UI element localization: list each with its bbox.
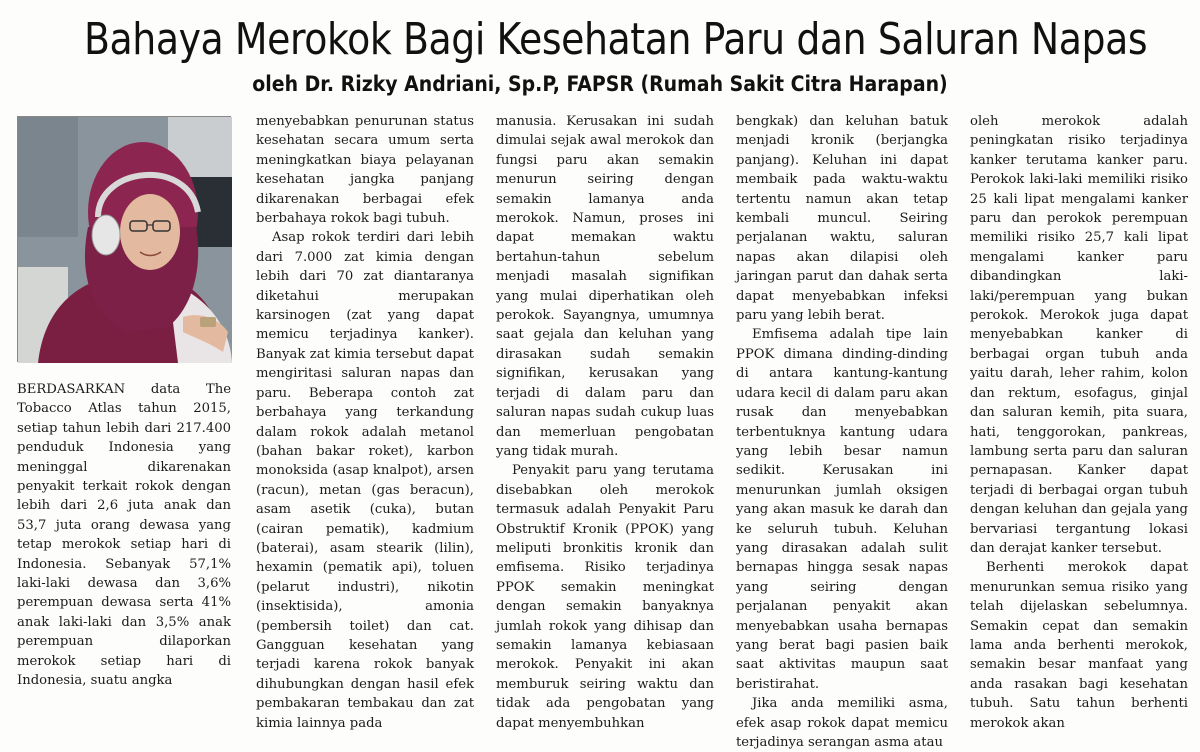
paragraph: Jika anda memiliki asma, efek asap rokok dapat memicu terjadinya serangan asma atau xyxy=(736,696,948,750)
article-column-3 xyxy=(496,112,714,731)
paragraph: Asap rokok terdiri dari lebih dari 7.000 zat kimia dengan lebih dari 70 zat diantaranya diketahui merupakan karsinogen (zat yang dapat memicu terjadinya kanker). Banyak zat kimia tersebut dapat mengiritasi saluran napas dan paru. Beberapa contoh zat berbahaya yang terkandung dalam rokok adalah metanol (bahan bakar roket), karbon monoksida (asap knalpot), arsen (racun), metan (gas beracun), asam asetik (cuka), butan (cairan pematik), kadmium (baterai), asam stearik (lilin), hexamin (pematik api), toluen (pelarut industri), nikotin (insektisida), amonia (pembersih toilet) dan cat. Gangguan kesehatan yang terjadi karena rokok banyak dihubungkan dengan hasil efek pembakaran tembakau dan zat kimia lainnya pada xyxy=(256,230,474,731)
paragraph: Penyakit paru yang terutama disebabkan oleh merokok termasuk adalah Penyakit Paru Obstruktif Kronik (PPOK) yang meliputi bronkitis kronik dan emfisema. Risiko terjadinya PPOK semakin meningkat dengan semakin banyaknya jumlah rokok yang dihisap dan semakin lamanya kebiasaan merokok. Penyakit ini akan memburuk seiring waktu dan tidak ada pengobatan yang dapat menyembuhkan xyxy=(496,463,714,731)
article-column-2 xyxy=(256,112,474,731)
article-column-5 xyxy=(970,112,1188,731)
paragraph: manusia. Kerusakan ini sudah dimulai sejak awal merokok dan fungsi paru akan semakin menurun seiring dengan semakin lamanya anda merokok. Namun, proses ini dapat memakan waktu bertahun-tahun sebelum menjadi masalah signifikan yang mulai diperhatikan oleh perokok. Sayangnya, umumnya saat gejala dan keluhan yang dirasakan sudah semakin signifikan, kerusakan yang terjadi di dalam paru dan saluran napas sudah cukup luas dan memerluan pengobatan yang tidak murah. xyxy=(496,114,714,459)
author-photo xyxy=(17,116,231,362)
paragraph: Berhenti merokok dapat menurunkan semua risiko yang telah dijelaskan sebelumnya. Semakin cepat dan semakin lama anda berhenti merokok, semakin besar manfaat yang anda rasakan bagi kesehatan tubuh. Satu tahun berhenti merokok akan xyxy=(970,560,1188,731)
paragraph: menyebabkan penurunan status kesehatan secara umum serta meningkatkan biaya pelayanan kesehatan jangka panjang dikarenakan berbagai efek berbahaya rokok bagi tubuh. xyxy=(256,114,474,227)
article-headline: Bahaya Merokok Bagi Kesehatan Paru dan Saluran Napas xyxy=(84,14,1148,65)
paragraph: Emfisema adalah tipe lain PPOK dimana dinding-dinding di antara kantung-kantung udara kecil di dalam paru akan rusak dan menyebabkan terbentuknya kantung udara yang lebih besar namun sedikit. Kerusakan ini menurunkan jumlah oksigen yang akan masuk ke darah dan ke seluruh tubuh. Keluhan yang dirasakan adalah sulit bernapas hingga sesak napas yang seiring dengan perjalanan penyakit akan menyebabkan usaha bernapas yang berat bagi pasien baik saat aktivitas maupun saat beristirahat. xyxy=(736,327,948,692)
paragraph: BERDASARKAN data The Tobacco Atlas tahun 2015, setiap tahun lebih dari 217.400 penduduk Indonesia yang meninggal dikarenakan penyakit terkait rokok dengan lebih dari 2,6 juta anak dan 53,7 juta orang dewasa yang tetap merokok setiap hari di Indonesia. Sebanyak 57,1% laki-laki dewasa dan 3,6% perempuan dewasa serta 41% anak laki-laki dan 3,5% anak perempuan dilaporkan merokok setiap hari di Indonesia, suatu angka xyxy=(17,382,231,689)
author-portrait-icon xyxy=(18,117,232,363)
article-column-1 xyxy=(17,380,231,689)
paragraph: oleh merokok adalah peningkatan risiko terjadinya kanker terutama kanker paru. Perokok laki-laki memiliki risiko 25 kali lipat mengalami kanker paru dan perokok perempuan memiliki risiko 25,7 kali lipat mengalami kanker paru dibandingkan laki-laki/perempuan yang bukan perokok. Merokok juga dapat menyebabkan kanker di berbagai organ tubuh anda yaitu darah, leher rahim, kolon dan rektum, esofagus, ginjal dan saluran kemih, pita suara, hati, tenggorokan, pankreas, lambung serta paru dan saluran pernapasan. Kanker dapat terjadi di berbagai organ tubuh dengan keluhan dan gejala yang bervariasi tergantung lokasi dan derajat kanker tersebut. xyxy=(970,114,1188,556)
article-column-4 xyxy=(736,112,948,750)
article-byline: oleh Dr. Rizky Andriani, Sp.P, FAPSR (Rumah Sakit Citra Harapan) xyxy=(252,72,948,96)
paragraph: bengkak) dan keluhan batuk menjadi kronik (berjangka panjang). Keluhan ini dapat membaik pada waktu-waktu tertentu namun akan tetap kembali muncul. Seiring perjalanan waktu, saluran napas akan dilapisi oleh jaringan parut dan dahak serta dapat menyebabkan infeksi paru yang lebih berat. xyxy=(736,114,948,324)
